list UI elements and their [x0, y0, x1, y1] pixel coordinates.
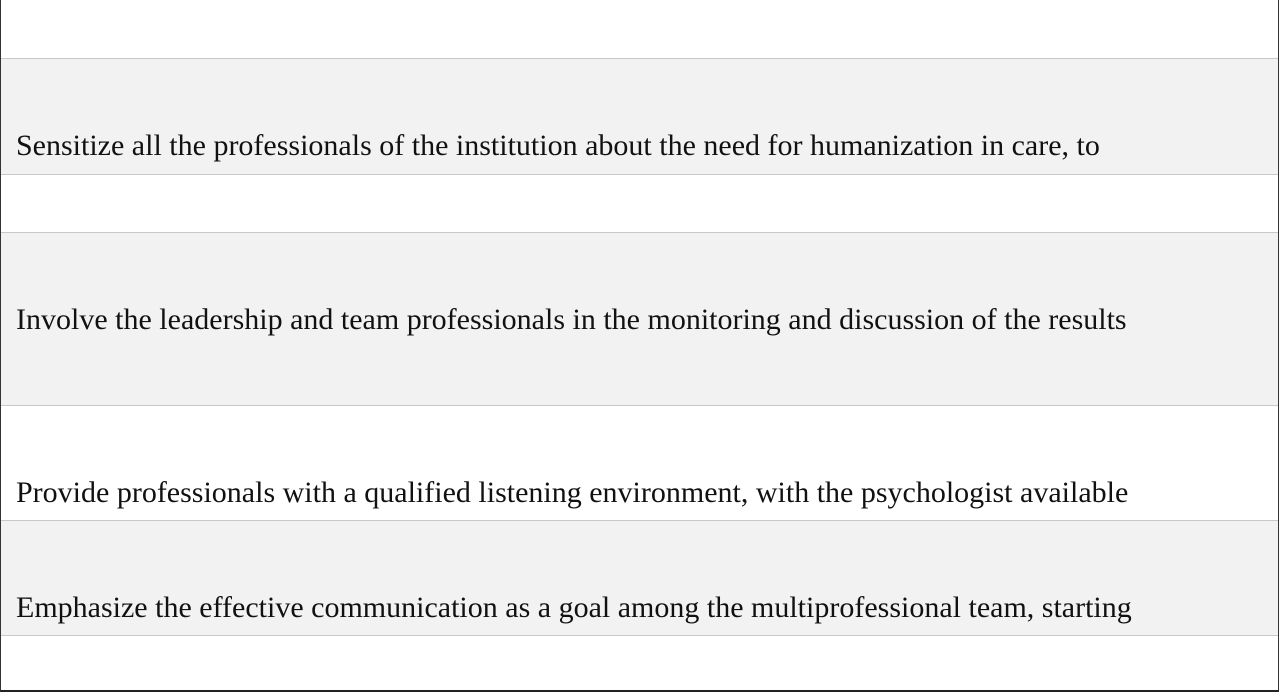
table-row — [1, 405, 1278, 520]
row-text-line: Involve the leadership and team professionals in the monitoring and discussion of the results — [16, 302, 1127, 336]
table-row — [1, 58, 1278, 174]
row-text-line: Sensitize all the professionals of the institution about the need for humanization in care, to — [16, 128, 1100, 162]
table-row — [1, 520, 1278, 635]
table-row — [1, 635, 1278, 690]
row-text-line: Provide professionals with a qualified listening environment, with the psychologist available — [16, 475, 1129, 509]
row-text-line: Emphasize the effective communication as a goal among the multiprofessional team, starting — [16, 590, 1132, 624]
table-row — [1, 0, 1278, 58]
table-row — [1, 174, 1278, 232]
table-row — [1, 232, 1278, 405]
